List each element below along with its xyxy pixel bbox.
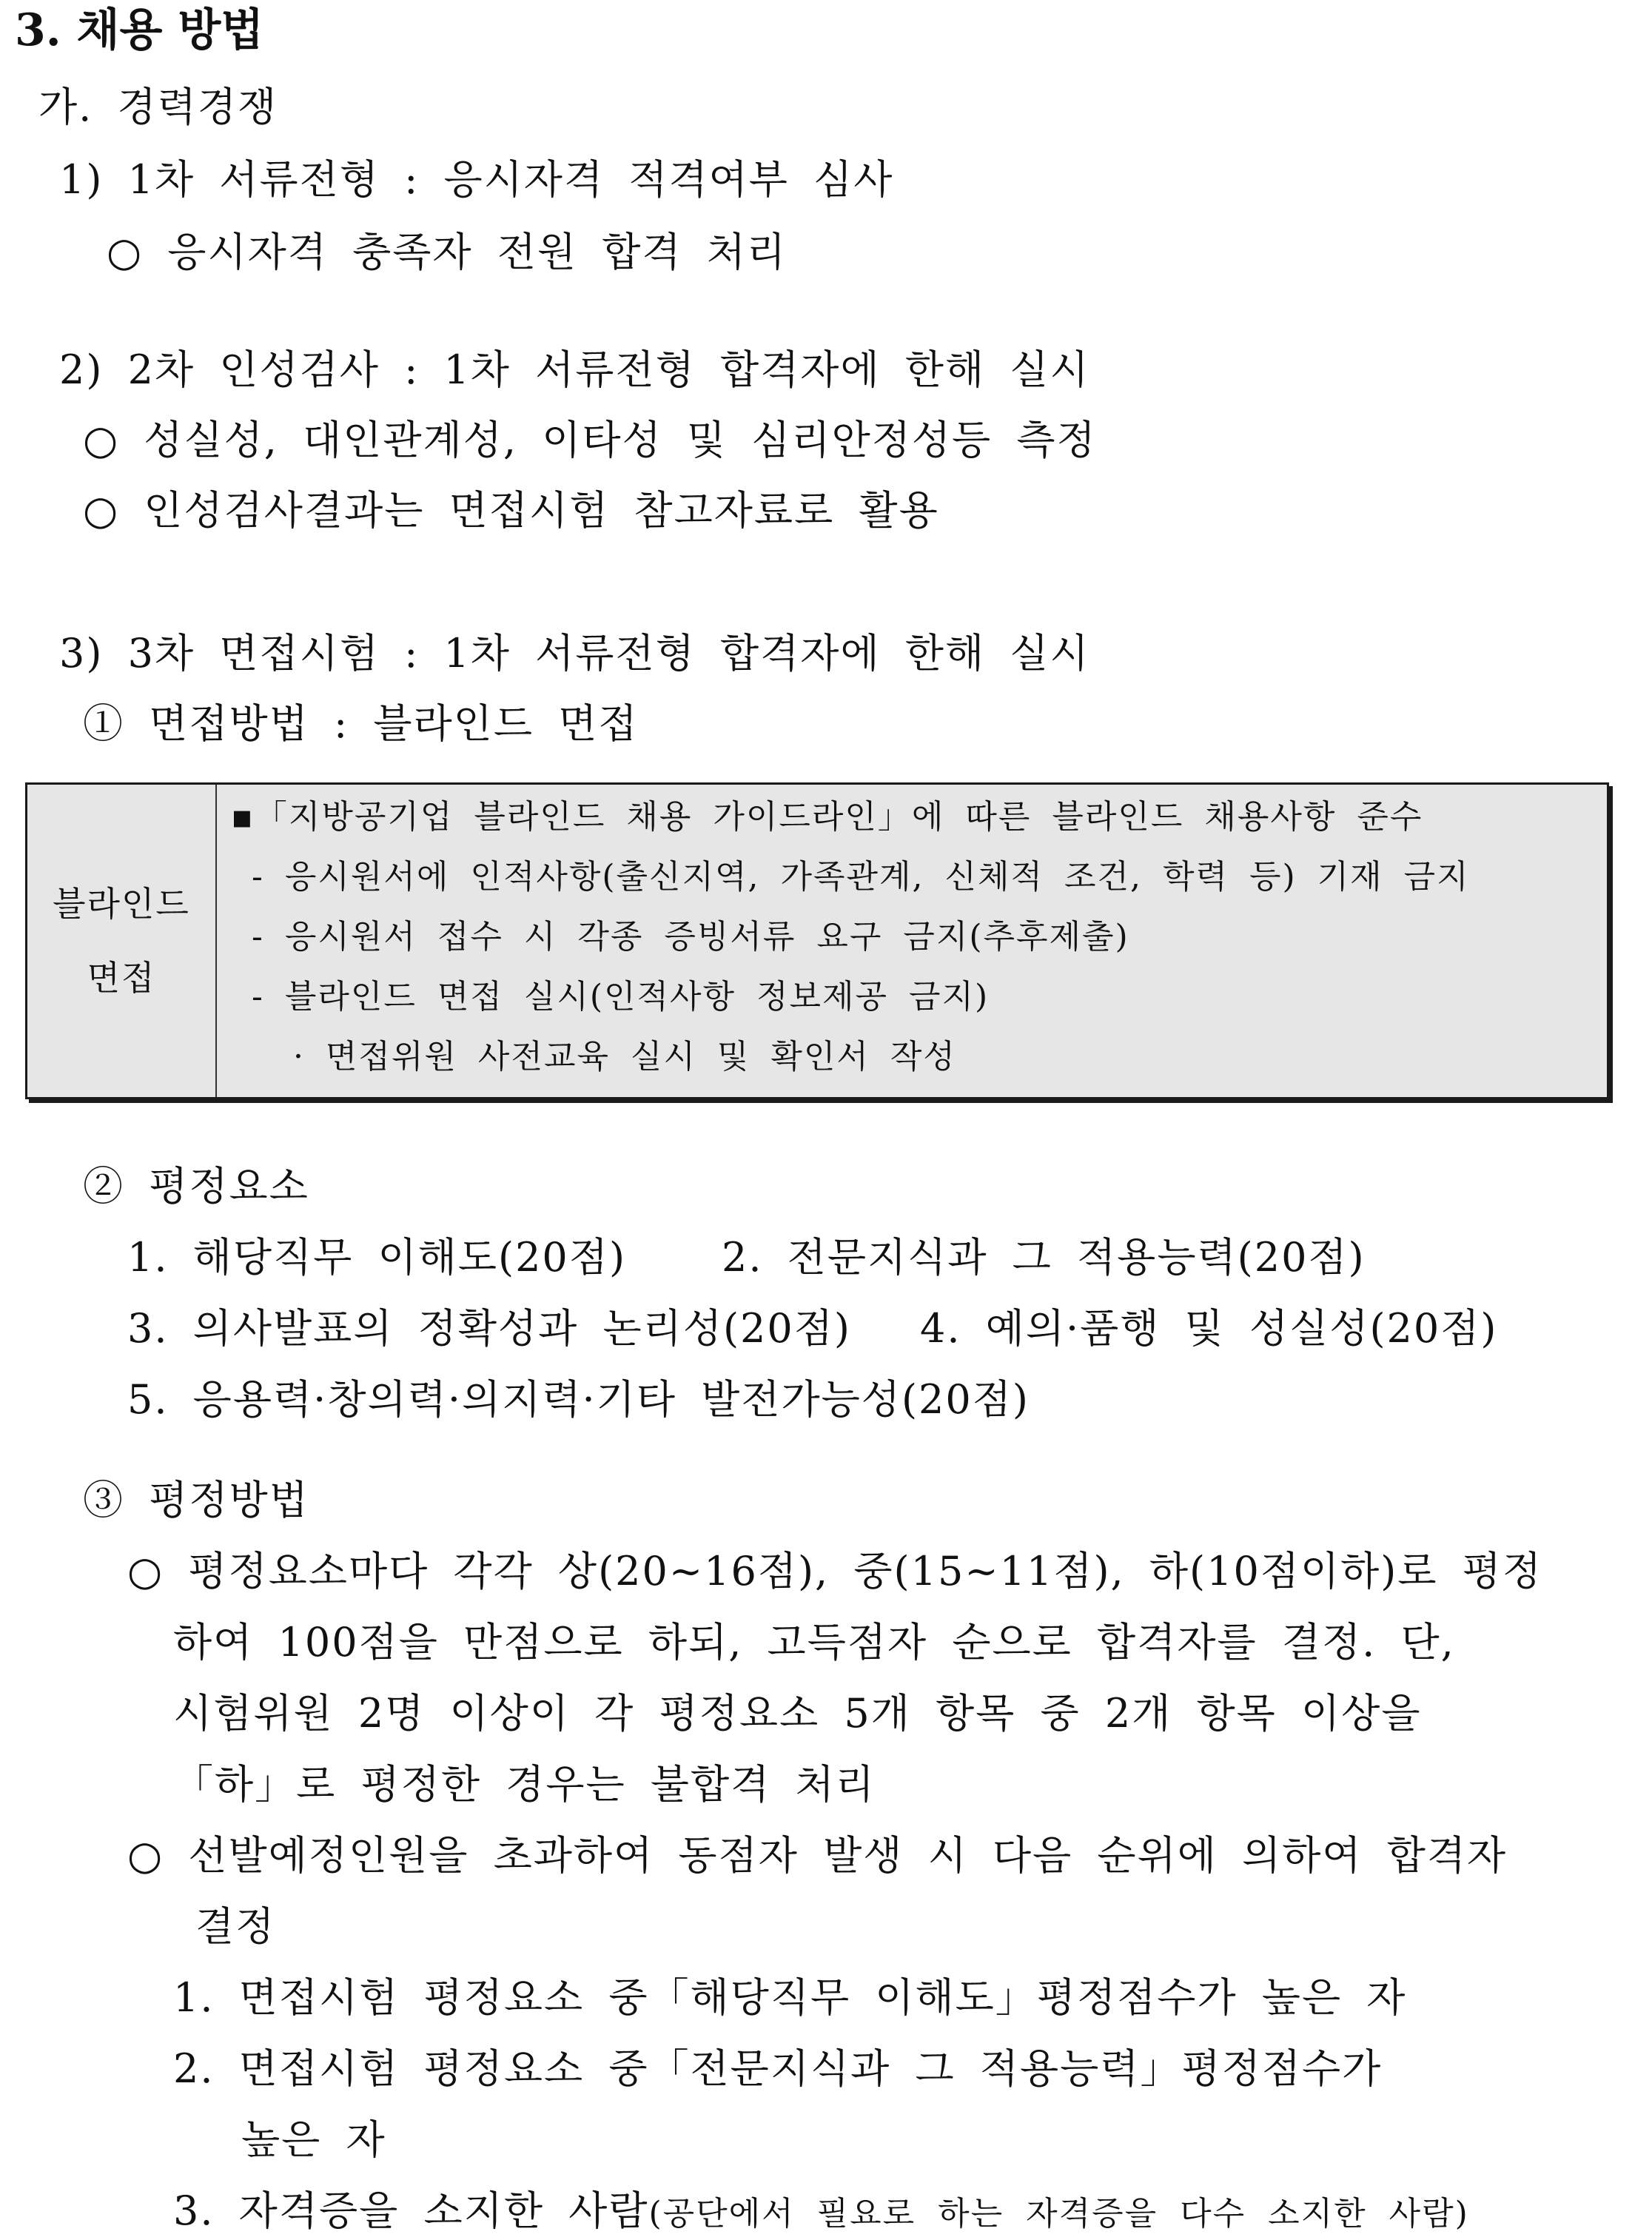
- criteria-item: 3. 의사발표의 정확성과 논리성(20점): [127, 1305, 851, 1352]
- step1-item: ○ 응시자격 충족자 전원 합격 처리: [107, 229, 788, 275]
- criteria-item: 5. 응용력·창의력·의지력·기타 발전가능성(20점): [127, 1376, 1030, 1423]
- criteria-heading: ② 평정요소: [83, 1163, 309, 1210]
- table-line: ▪「지방공기업 블라인드 채용 가이드라인」에 따른 블라인드 채용사항 준수: [231, 798, 1423, 836]
- table-label-cell: [27, 785, 217, 1097]
- table-line: - 응시원서에 인적사항(출신지역, 가족관계, 신체적 조건, 학력 등) 기재 금지: [231, 858, 1470, 896]
- tie-rule: 높은 자: [241, 2116, 386, 2163]
- eval-method-heading: ③ 평정방법: [83, 1477, 309, 1523]
- table-line: - 응시원서 접수 시 각종 증빙서류 요구 금지(추후제출): [231, 918, 1129, 956]
- step2-item: ○ 성실성, 대인관계성, 이타성 및 심리안정성등 측정: [83, 417, 1097, 463]
- table-label: 블라인드: [53, 884, 190, 924]
- tie-rule: [173, 2185, 1469, 2240]
- step2-heading: 2) 2차 인성검사 : 1차 서류전형 합격자에 한해 실시: [59, 346, 1090, 393]
- eval-item: ○ 선발예정인원을 초과하여 동점자 발생 시 다음 순위에 의하여 합격자: [127, 1832, 1508, 1879]
- tie-rule-main: 3. 자격증을 소지한 사람: [173, 2187, 649, 2234]
- table-line: - 블라인드 면접 실시(인적사항 정보제공 금지): [231, 978, 990, 1016]
- section-title: 3. 채용 방법: [15, 4, 264, 56]
- blind-interview-table: [25, 782, 1609, 1099]
- subsection-title: 가. 경력경쟁: [38, 84, 278, 130]
- eval-item: 하여 100점을 만점으로 하되, 고득점자 순으로 합격자를 결정. 단,: [173, 1619, 1455, 1666]
- eval-item: 시험위원 2명 이상이 각 평정요소 5개 항목 중 2개 항목 이상을: [173, 1690, 1422, 1737]
- criteria-item: 4. 예의·품행 및 성실성(20점): [920, 1305, 1498, 1352]
- eval-item: 「하」로 평정한 경우는 불합격 처리: [173, 1761, 876, 1808]
- step1-heading: 1) 1차 서류전형 : 응시자격 적격여부 심사: [59, 156, 894, 203]
- eval-item: 결정: [195, 1903, 276, 1950]
- step3-heading: 3) 3차 면접시험 : 1차 서류전형 합격자에 한해 실시: [59, 630, 1090, 677]
- table-line: · 면접위원 사전교육 실시 및 확인서 작성: [231, 1038, 956, 1076]
- criteria-item: 1. 해당직무 이해도(20점): [127, 1234, 627, 1281]
- criteria-item: 2. 전문지식과 그 적용능력(20점): [722, 1234, 1366, 1281]
- table-label: 면접: [87, 958, 156, 998]
- step2-item: ○ 인성검사결과는 면접시험 참고자료로 활용: [83, 487, 939, 534]
- tie-rule: 2. 면접시험 평정요소 중「전문지식과 그 적용능력」평정점수가: [173, 2045, 1383, 2092]
- tie-rule: 1. 면접시험 평정요소 중「해당직무 이해도」평정점수가 높은 자: [173, 1974, 1407, 2021]
- tie-rule-note: (공단에서 필요로 하는 자격증을 다수 소지한 사람): [648, 2195, 1469, 2233]
- interview-method-heading: ① 면접방법 : 블라인드 면접: [83, 700, 639, 747]
- eval-item: ○ 평정요소마다 각각 상(20~16점), 중(15~11점), 하(10점이하)로 평정: [127, 1548, 1543, 1595]
